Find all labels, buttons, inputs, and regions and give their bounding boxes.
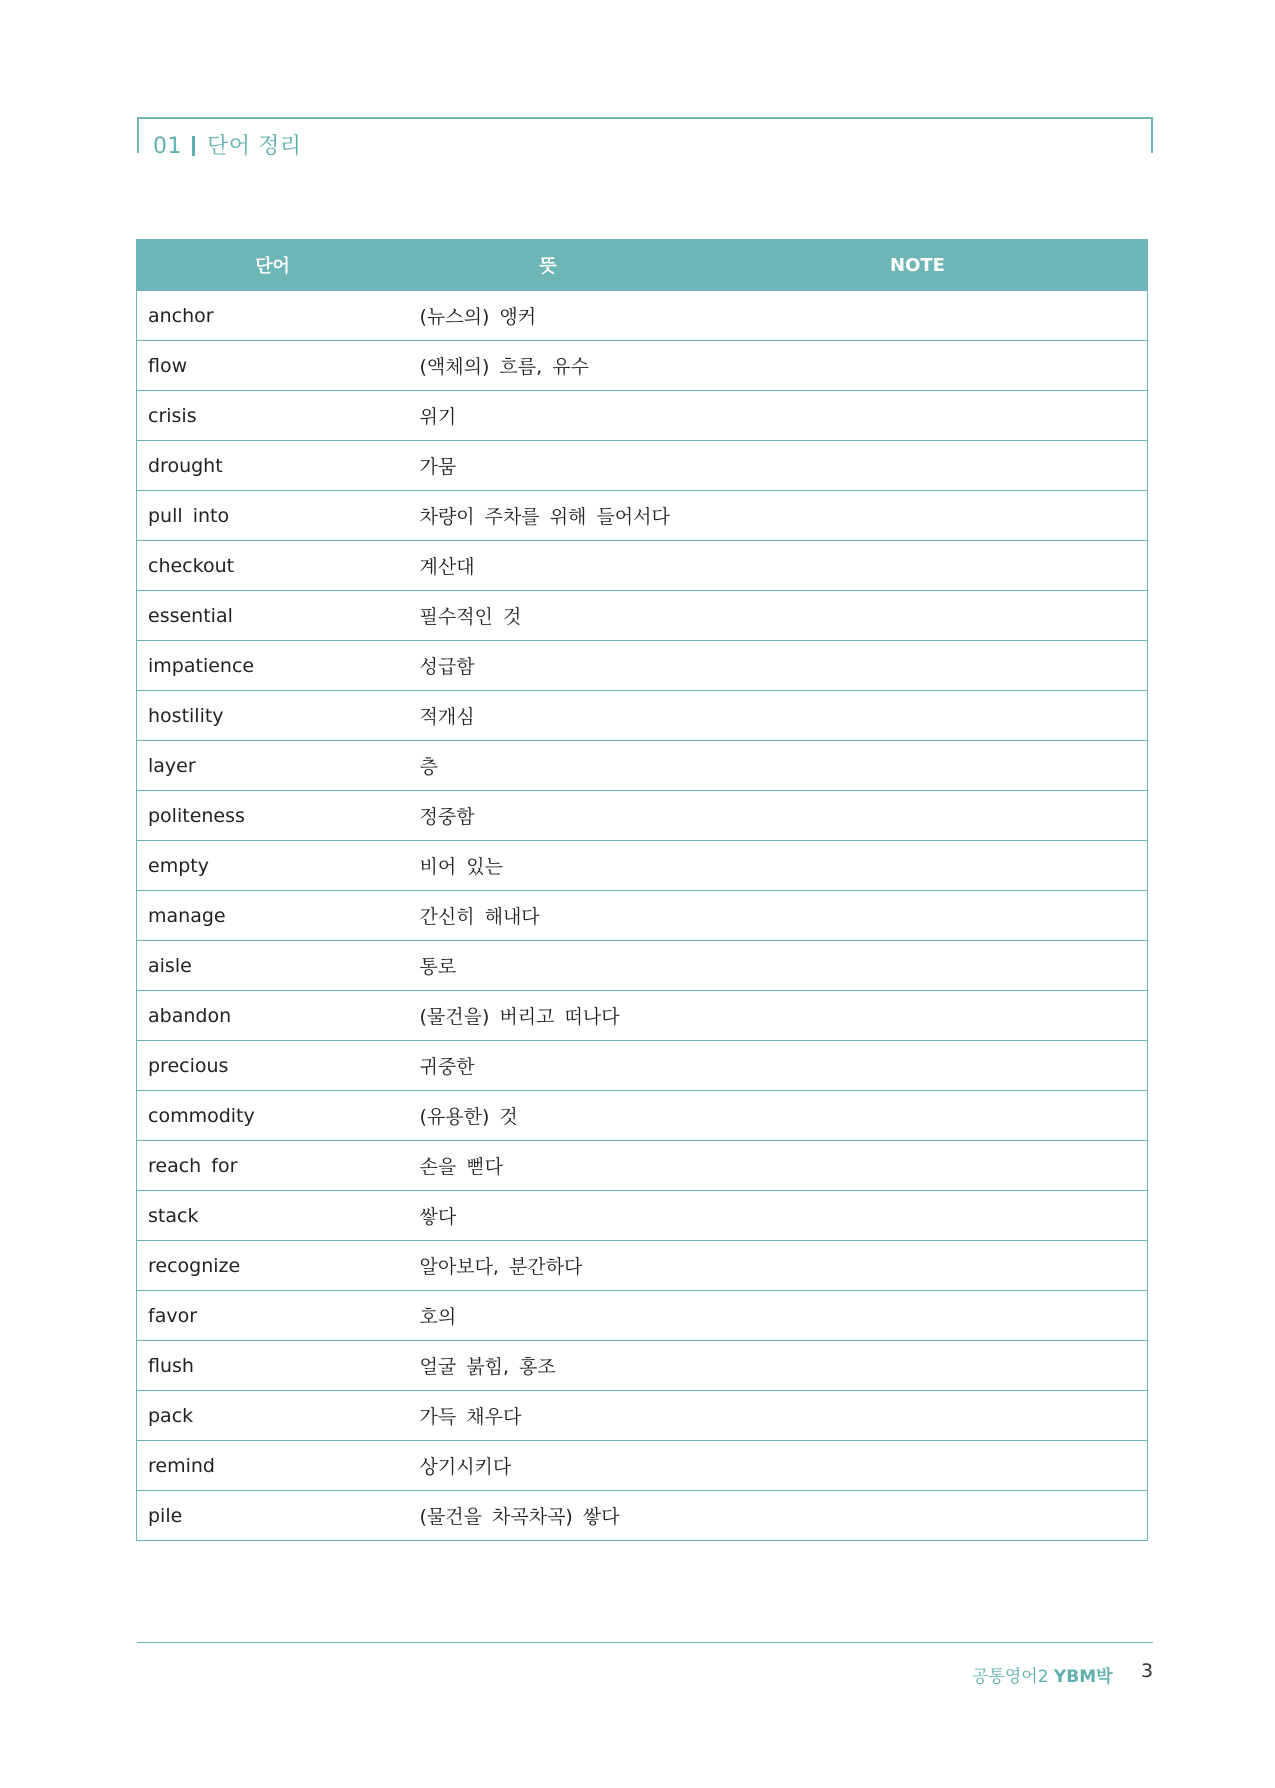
- cell-meaning: 위기: [409, 391, 688, 441]
- cell-word: layer: [137, 741, 409, 791]
- cell-meaning: 적개심: [409, 691, 688, 741]
- table-row: [137, 1441, 1148, 1491]
- cell-note: [688, 541, 1148, 591]
- cell-meaning: 알아보다, 분간하다: [409, 1241, 688, 1291]
- cell-word: essential: [137, 591, 409, 641]
- cell-note: [688, 1041, 1148, 1091]
- cell-word: pack: [137, 1391, 409, 1441]
- cell-note: [688, 1141, 1148, 1191]
- vocabulary-table: [136, 239, 1148, 1541]
- cell-note: [688, 791, 1148, 841]
- table-row: [137, 791, 1148, 841]
- cell-word: impatience: [137, 641, 409, 691]
- table-row: [137, 891, 1148, 941]
- table-row: [137, 491, 1148, 541]
- cell-word: recognize: [137, 1241, 409, 1291]
- cell-note: [688, 941, 1148, 991]
- cell-meaning: 통로: [409, 941, 688, 991]
- cell-note: [688, 441, 1148, 491]
- cell-word: anchor: [137, 291, 409, 341]
- section-number: 01: [153, 134, 182, 159]
- table-row: [137, 1241, 1148, 1291]
- cell-note: [688, 1341, 1148, 1391]
- table-row: [137, 641, 1148, 691]
- cell-note: [688, 1291, 1148, 1341]
- cell-word: flush: [137, 1341, 409, 1391]
- table-row: [137, 391, 1148, 441]
- table-row: [137, 1191, 1148, 1241]
- cell-meaning: 필수적인 것: [409, 591, 688, 641]
- cell-meaning: (액체의) 흐름, 유수: [409, 341, 688, 391]
- cell-meaning: 손을 뻗다: [409, 1141, 688, 1191]
- cell-word: reach for: [137, 1141, 409, 1191]
- table-row: [137, 841, 1148, 891]
- table-row: [137, 1141, 1148, 1191]
- cell-note: [688, 341, 1148, 391]
- cell-note: [688, 1191, 1148, 1241]
- cell-word: pile: [137, 1491, 409, 1541]
- section-header: [137, 117, 1153, 159]
- cell-note: [688, 691, 1148, 741]
- footer-divider: [137, 1642, 1153, 1643]
- cell-meaning: (물건을 차곡차곡) 쌓다: [409, 1491, 688, 1541]
- table-row: [137, 991, 1148, 1041]
- cell-word: drought: [137, 441, 409, 491]
- cell-meaning: (물건을) 버리고 떠나다: [409, 991, 688, 1041]
- cell-note: [688, 591, 1148, 641]
- table-row: [137, 1391, 1148, 1441]
- cell-note: [688, 1491, 1148, 1541]
- table-row: [137, 691, 1148, 741]
- header-word: 단어: [137, 240, 409, 291]
- cell-meaning: 상기시키다: [409, 1441, 688, 1491]
- cell-note: [688, 1441, 1148, 1491]
- cell-word: manage: [137, 891, 409, 941]
- section-title-text: 단어 정리: [207, 134, 302, 159]
- cell-meaning: 비어 있는: [409, 841, 688, 891]
- table-row: [137, 1041, 1148, 1091]
- cell-word: commodity: [137, 1091, 409, 1141]
- cell-word: flow: [137, 341, 409, 391]
- cell-meaning: (뉴스의) 앵커: [409, 291, 688, 341]
- cell-word: pull into: [137, 491, 409, 541]
- table-row: [137, 1091, 1148, 1141]
- footer-publisher: YBM박: [1053, 1667, 1113, 1687]
- cell-word: politeness: [137, 791, 409, 841]
- table-row: [137, 441, 1148, 491]
- footer-book-title: [972, 1662, 1113, 1687]
- cell-note: [688, 841, 1148, 891]
- cell-meaning: 성급함: [409, 641, 688, 691]
- table-body: [137, 291, 1148, 1541]
- cell-word: empty: [137, 841, 409, 891]
- cell-note: [688, 641, 1148, 691]
- cell-meaning: 귀중한: [409, 1041, 688, 1091]
- cell-meaning: 정중함: [409, 791, 688, 841]
- cell-note: [688, 891, 1148, 941]
- cell-meaning: 간신히 해내다: [409, 891, 688, 941]
- cell-note: [688, 991, 1148, 1041]
- cell-meaning: 가뭄: [409, 441, 688, 491]
- cell-note: [688, 1241, 1148, 1291]
- cell-meaning: 쌓다: [409, 1191, 688, 1241]
- table-row: [137, 941, 1148, 991]
- section-title: [153, 129, 302, 160]
- cell-word: checkout: [137, 541, 409, 591]
- cell-meaning: 호의: [409, 1291, 688, 1341]
- table-row: [137, 741, 1148, 791]
- cell-note: [688, 391, 1148, 441]
- table-header-row: [137, 240, 1148, 291]
- cell-note: [688, 1091, 1148, 1141]
- cell-word: aisle: [137, 941, 409, 991]
- cell-word: stack: [137, 1191, 409, 1241]
- header-note: NOTE: [688, 240, 1148, 291]
- cell-meaning: (유용한) 것: [409, 1091, 688, 1141]
- cell-meaning: 층: [409, 741, 688, 791]
- cell-note: [688, 741, 1148, 791]
- cell-note: [688, 291, 1148, 341]
- table-row: [137, 541, 1148, 591]
- footer-book-name: 공통영어2: [972, 1667, 1049, 1687]
- cell-note: [688, 1391, 1148, 1441]
- page-number: 3: [1141, 1660, 1154, 1682]
- cell-meaning: 얼굴 붉힘, 홍조: [409, 1341, 688, 1391]
- cell-note: [688, 491, 1148, 541]
- title-separator: [192, 136, 195, 156]
- cell-word: crisis: [137, 391, 409, 441]
- cell-word: abandon: [137, 991, 409, 1041]
- cell-meaning: 가득 채우다: [409, 1391, 688, 1441]
- cell-meaning: 계산대: [409, 541, 688, 591]
- table-row: [137, 1341, 1148, 1391]
- table-row: [137, 1491, 1148, 1541]
- cell-meaning: 차량이 주차를 위해 들어서다: [409, 491, 688, 541]
- header-meaning: 뜻: [409, 240, 688, 291]
- table-row: [137, 341, 1148, 391]
- cell-word: remind: [137, 1441, 409, 1491]
- table-row: [137, 591, 1148, 641]
- cell-word: hostility: [137, 691, 409, 741]
- cell-word: precious: [137, 1041, 409, 1091]
- cell-word: favor: [137, 1291, 409, 1341]
- table-row: [137, 291, 1148, 341]
- table-row: [137, 1291, 1148, 1341]
